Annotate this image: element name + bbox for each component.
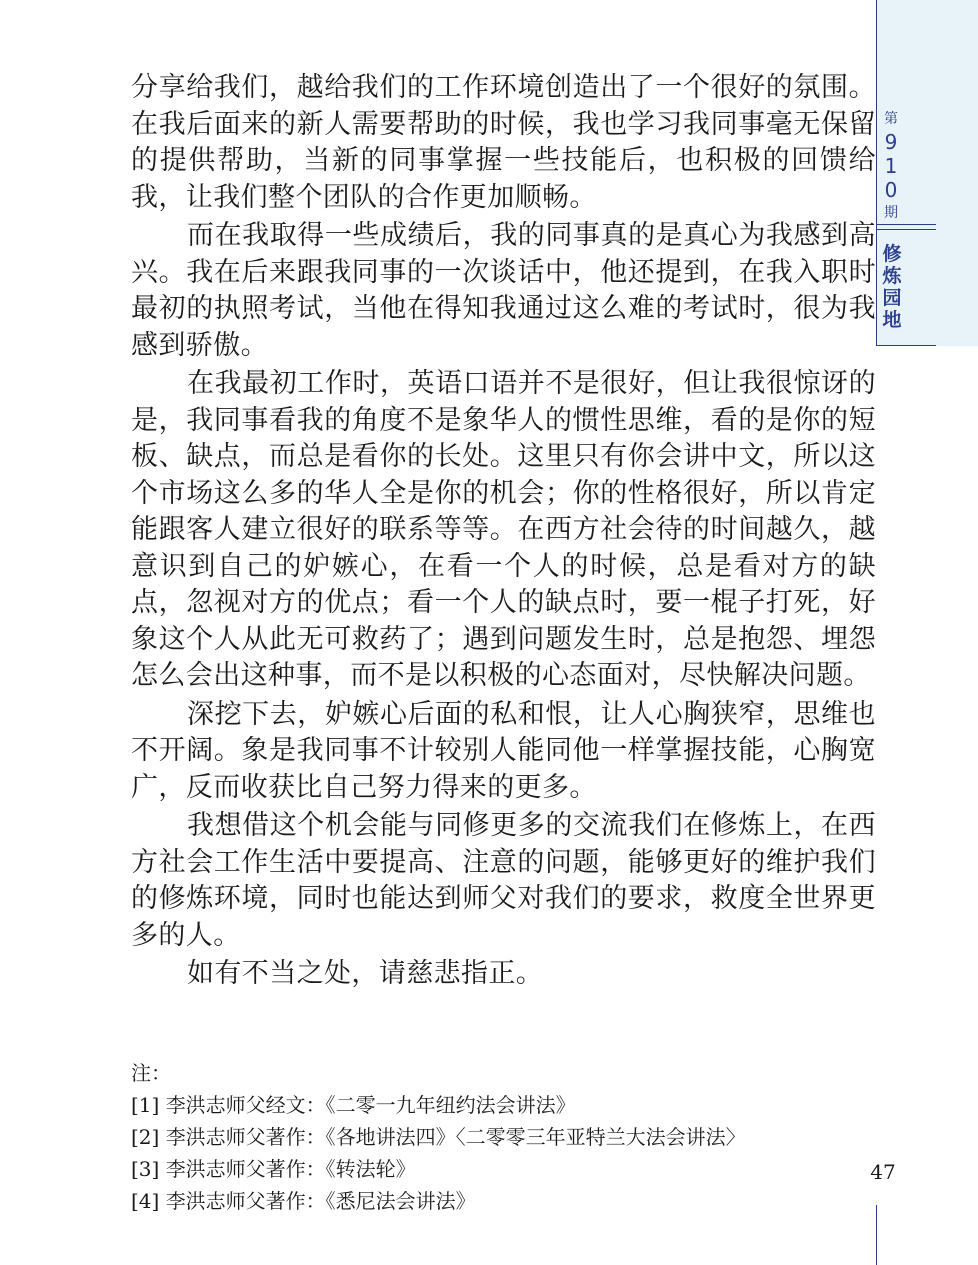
- paragraph: 深挖下去，妒嫉心后面的私和恨，让人心胸狭窄，思维也不开阔。象是我同事不计较别人能同他一样掌握技能，心胸宽广，反而收获比自己努力得来的更多。: [131, 698, 876, 803]
- section-char: 炼: [882, 265, 902, 287]
- section-title: [878, 243, 906, 331]
- paragraph: 而在我取得一些成绩后，我的同事真的是真心为我感到高兴。我在后来跟我同事的一次谈话中，他还提到，在我入职时最初的执照考试，当他在得知我通过这么难的考试时，很为我感到骄傲。: [131, 220, 876, 361]
- sidebar-rule-bottom: [876, 1205, 877, 1265]
- section-char: 地: [882, 309, 902, 331]
- article-body: [131, 70, 876, 995]
- paragraph: 我想借这个机会能与同修更多的交流我们在修炼上，在西方社会工作生活中要提高、注意的问题，能够更好的维护我们的修炼环境，同时也能达到师父对我们的要求，救度全世界更多的人。: [131, 810, 876, 951]
- issue-digit: 0: [884, 178, 898, 202]
- page-number: 47: [870, 1160, 896, 1184]
- footnote: [3] 李洪志师父著作：《转法轮》: [131, 1157, 416, 1181]
- sidebar-divider-1: [876, 224, 936, 225]
- issue-digit: 1: [884, 154, 898, 178]
- issue-suffix: 期: [884, 205, 898, 221]
- section-char: 园: [882, 287, 902, 309]
- footnote: [1] 李洪志师父经文：《二零一九年纽约法会讲法》: [131, 1093, 576, 1117]
- paragraph: 分享给我们，越给我们的工作环境创造出了一个很好的氛围。在我后面来的新人需要帮助的时候，我也学习我同事毫无保留的提供帮助，当新的同事掌握一些技能后，也积极的回馈给我，让我们整个团队的合作更加顺畅。: [131, 72, 876, 213]
- paragraph: 如有不当之处，请慈悲指正。: [187, 958, 544, 989]
- paragraph: 在我最初工作时，英语口语并不是很好，但让我很惊讶的是，我同事看我的角度不是象华人的惯性思维，看的是你的短板、缺点，而总是看你的长处。这里只有你会讲中文，所以这个市场这么多的华人全是你的机会；你的性格很好，所以肯定能跟客人建立很好的联系等等。在西方社会待的时间越久，越意识到自己的妒嫉心，在看一个人的时候，总是看对方的缺点，忽视对方的优点；看一个人的缺点时，要一棍子打死，好象这个人从此无可救药了；遇到问题发生时，总是抱怨、埋怨怎么会出这种事，而不是以积极的心态面对，尽快解决问题。: [131, 368, 876, 691]
- sidebar-divider-2: [876, 229, 936, 230]
- issue-number: [878, 108, 904, 224]
- footnotes: [131, 1057, 876, 1217]
- sidebar-divider-3: [876, 345, 936, 346]
- issue-digit: 9: [884, 130, 898, 154]
- section-char: 修: [882, 243, 902, 265]
- footnote: [4] 李洪志师父著作：《悉尼法会讲法》: [131, 1189, 476, 1213]
- footnotes-heading: 注：: [131, 1061, 171, 1085]
- footnote: [2] 李洪志师父著作：《各地讲法四》〈二零零三年亚特兰大法会讲法〉: [131, 1125, 746, 1149]
- sidebar-rule-top: [876, 0, 877, 346]
- issue-prefix: 第: [884, 111, 898, 127]
